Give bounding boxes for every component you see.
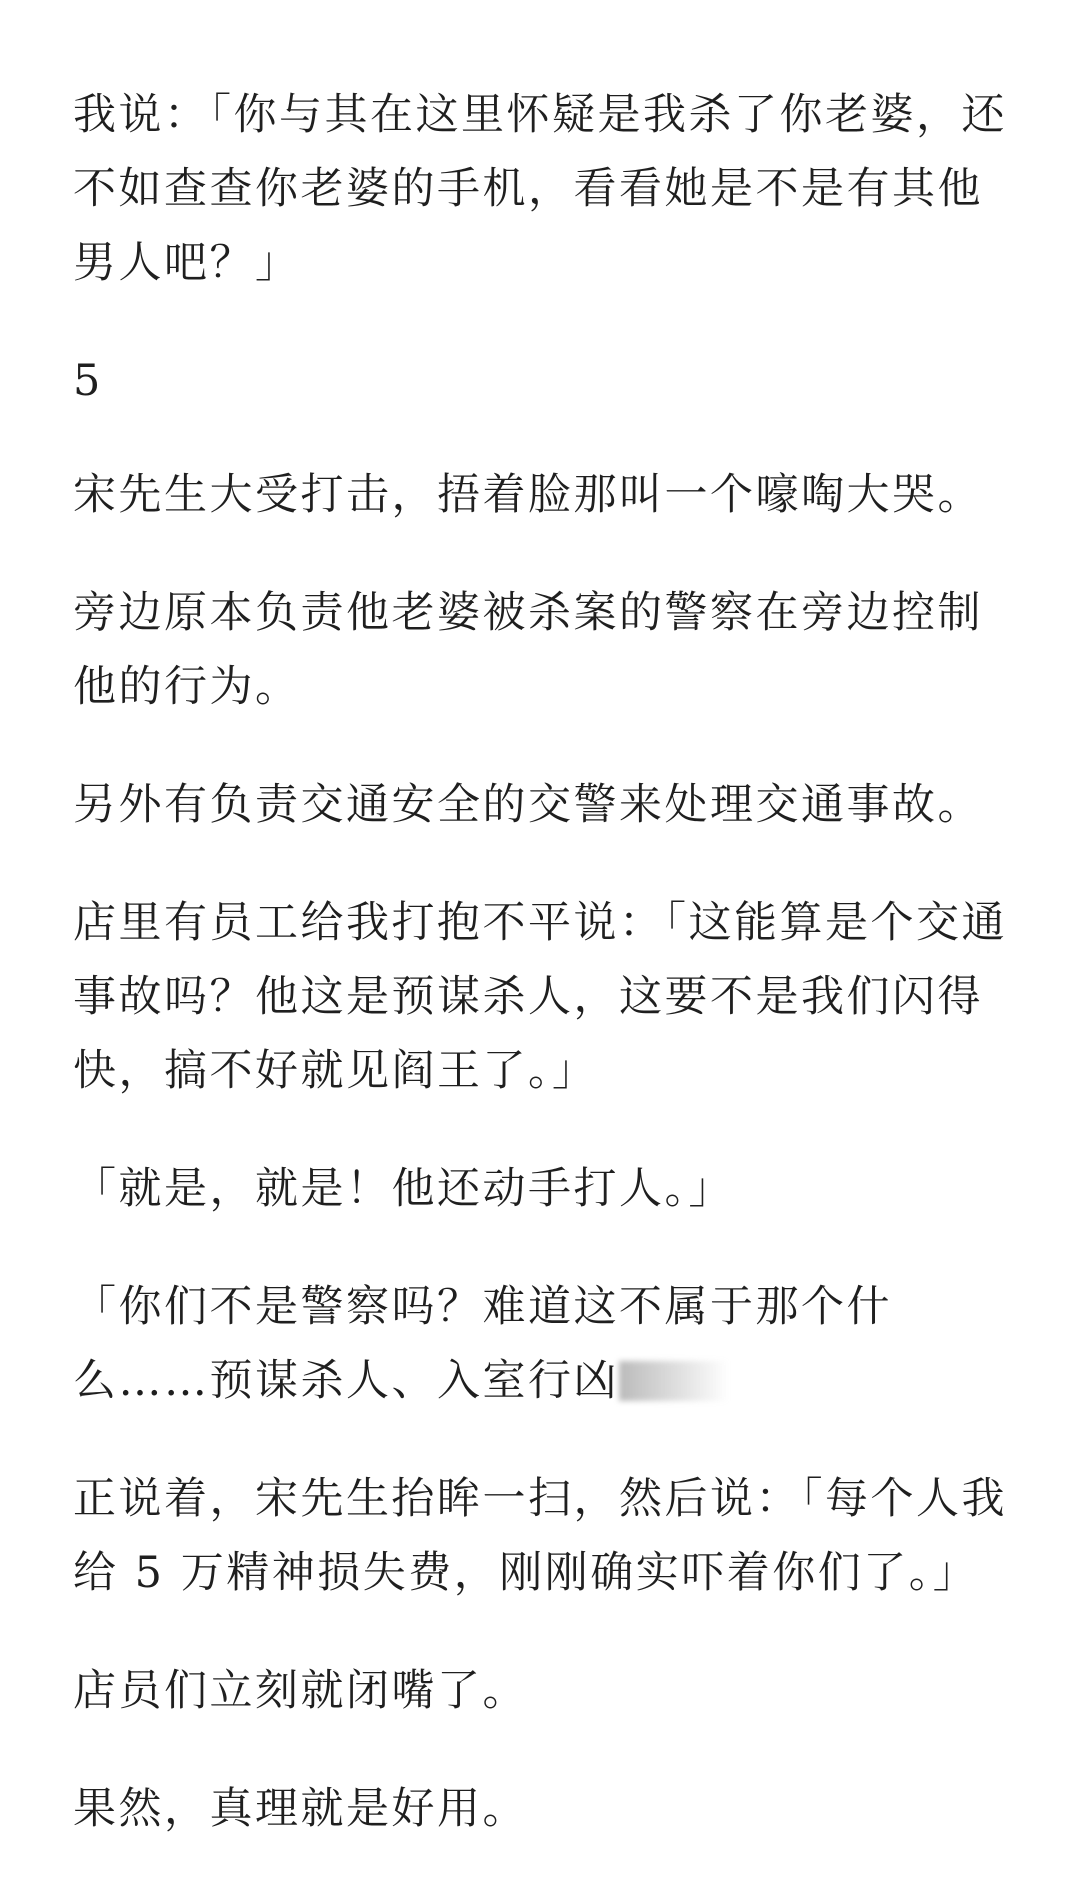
paragraph-2: 宋先生大受打击，捂着脸那叫一个嚎啕大哭。: [73, 470, 983, 520]
paragraph-7: [73, 1270, 1017, 1418]
paragraph-10: 果然，真理就是好用。: [73, 1784, 528, 1834]
paragraph-1: 我说：「你与其在这里怀疑是我杀了你老婆，还不如查查你老婆的手机，看看她是不是有其他男人吧？」: [73, 90, 1007, 288]
paragraph-8: 正说着，宋先生抬眸一扫，然后说：「每个人我给 5 万精神损失费，刚刚确实吓着你们了。」: [73, 1474, 1007, 1598]
paragraph-7-text: 「你们不是警察吗？难道这不属于那个什么……预谋杀人、入室行凶: [73, 1282, 892, 1406]
paragraph-4: 另外有负责交通安全的交警来处理交通事故。: [73, 780, 983, 830]
paragraph-9: 店员们立刻就闭嘴了。: [73, 1666, 528, 1716]
blurred-text-overlay: [619, 1361, 729, 1401]
paragraph-6: 「就是，就是！他还动手打人。」: [73, 1164, 734, 1214]
paragraph-5: 店里有员工给我打抱不平说：「这能算是个交通事故吗？他这是预谋杀人，这要不是我们闪得快，搞不好就见阎王了。」: [73, 898, 1007, 1096]
section-number: 5: [73, 356, 101, 406]
paragraph-3: 旁边原本负责他老婆被杀案的警察在旁边控制他的行为。: [73, 588, 983, 712]
article-body: [73, 78, 1017, 1890]
